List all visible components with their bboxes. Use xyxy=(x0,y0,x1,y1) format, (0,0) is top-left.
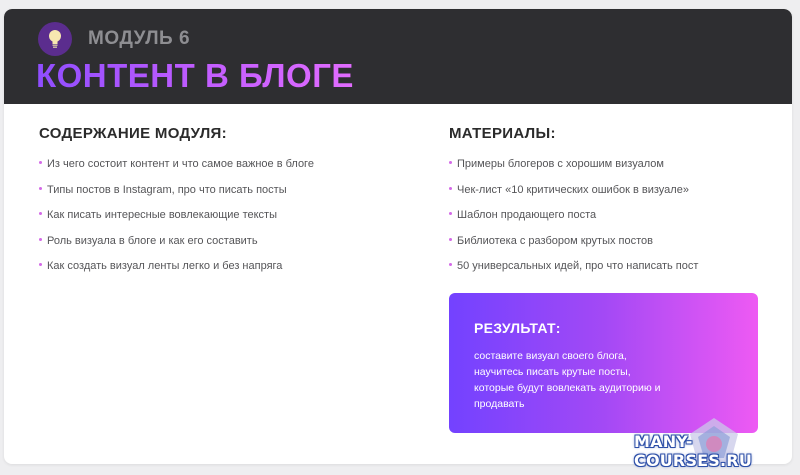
list-item: Типы постов в Instagram, про что писать посты xyxy=(39,183,314,209)
contents-list xyxy=(39,157,314,285)
list-item: Библиотека с разбором крутых постов xyxy=(449,234,698,260)
contents-heading: СОДЕРЖАНИЕ МОДУЛЯ: xyxy=(39,125,227,142)
module-card xyxy=(4,9,792,464)
list-item: Шаблон продающего поста xyxy=(449,208,698,234)
materials-list xyxy=(449,157,698,285)
result-text: составите визуал своего блога, научитесь писать крутые посты, которые будут вовлекать аудиторию и продавать xyxy=(474,350,661,410)
result-heading: РЕЗУЛЬТАТ: xyxy=(474,320,561,336)
module-number: МОДУЛЬ 6 xyxy=(88,28,191,49)
materials-heading: МАТЕРИАЛЫ: xyxy=(449,125,556,142)
list-item: Из чего состоит контент и что самое важное в блоге xyxy=(39,157,314,183)
module-title: КОНТЕНТ В БЛОГЕ xyxy=(36,57,354,94)
watermark-text: MANY-COURSES.RU xyxy=(634,432,753,470)
list-item: Роль визуала в блоге и как его составить xyxy=(39,234,314,260)
lightbulb-icon xyxy=(38,22,72,56)
list-item: Примеры блогеров с хорошим визуалом xyxy=(449,157,698,183)
list-item: 50 универсальных идей, про что написать пост xyxy=(449,259,698,285)
list-item: Как писать интересные вовлекающие тексты xyxy=(39,208,314,234)
list-item: Чек-лист «10 критических ошибок в визуале» xyxy=(449,183,698,209)
list-item: Как создать визуал ленты легко и без напряга xyxy=(39,259,314,285)
result-box xyxy=(449,293,758,433)
module-header xyxy=(4,9,792,104)
